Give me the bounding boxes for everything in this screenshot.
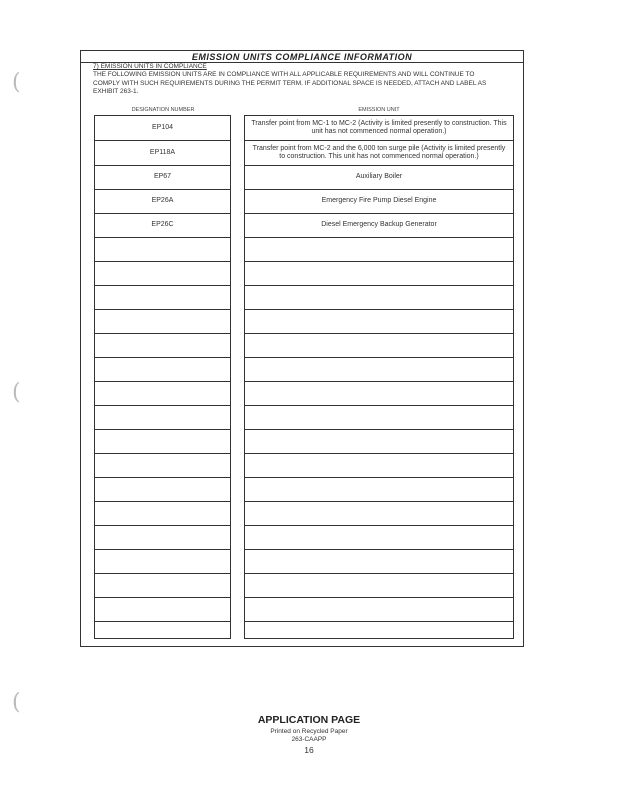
emission-unit-cell (245, 502, 513, 526)
emission-unit-cell (245, 214, 513, 238)
emission-unit-column (244, 115, 514, 639)
footer-form-code: 263-CAAPP (291, 736, 327, 743)
designation-value: EP104 (151, 123, 174, 131)
designation-cell (95, 358, 230, 382)
emission-unit-cell (245, 382, 513, 406)
page-number: 16 (304, 745, 314, 755)
emission-unit-cell (245, 262, 513, 286)
punch-hole-mark: ( (12, 380, 21, 405)
emission-unit-cell (245, 286, 513, 310)
designation-cell (95, 550, 230, 574)
emission-unit-value: Diesel Emergency Backup Generator (321, 221, 437, 229)
emission-unit-cell (245, 526, 513, 550)
designation-cell (95, 430, 230, 454)
instructions-text: THE FOLLOWING EMISSION UNITS ARE IN COMPLIANCE WITH ALL APPLICABLE REQUIREMENTS AND WILL CONTINUE TO COMPLY WITH SUCH REQUIREMENTS DURING THE PERMIT TERM. IF ADDITIONAL SPACE IS NEEDED, ATTACH AND LABEL AS EXHIBIT 263-1. (93, 71, 487, 95)
emission-unit-cell (245, 116, 513, 141)
designation-cell (95, 286, 230, 310)
designation-value: EP67 (153, 173, 172, 181)
emission-unit-cell (245, 141, 513, 166)
emission-unit-value: Emergency Fire Pump Diesel Engine (321, 197, 437, 205)
emission-unit-cell (245, 166, 513, 190)
emission-unit-cell (245, 550, 513, 574)
emission-unit-column-header: EMISSION UNIT (358, 107, 400, 113)
designation-cell (95, 454, 230, 478)
emission-unit-value: Transfer point from MC-2 and the 6,000 ton surge pile (Activity is limited presently to construction. This unit has not commenced normal operation.) (252, 144, 506, 160)
designation-cell (95, 406, 230, 430)
emission-unit-cell (245, 478, 513, 502)
emission-unit-cell (245, 622, 513, 641)
designation-cell (95, 502, 230, 526)
emission-unit-cell (245, 190, 513, 214)
designation-cell (95, 238, 230, 262)
form-title: EMISSION UNITS COMPLIANCE INFORMATION (191, 52, 413, 62)
designation-cell (95, 116, 230, 141)
designation-cell (95, 141, 230, 166)
designation-value: EP118A (149, 148, 176, 156)
designation-cell (95, 334, 230, 358)
designation-column (94, 115, 231, 639)
designation-cell (95, 214, 230, 238)
emission-unit-cell (245, 406, 513, 430)
emission-unit-cell (245, 310, 513, 334)
emission-unit-cell (245, 598, 513, 622)
emission-unit-cell (245, 454, 513, 478)
footer-printed-note: Printed on Recycled Paper (270, 728, 348, 735)
designation-cell (95, 190, 230, 214)
designation-cell (95, 166, 230, 190)
emission-unit-cell (245, 334, 513, 358)
emission-unit-cell (245, 358, 513, 382)
form-frame (80, 50, 524, 647)
section-heading: 7) EMISSION UNITS IN COMPLIANCE (93, 63, 207, 70)
designation-cell (95, 262, 230, 286)
designation-cell (95, 622, 230, 641)
emission-unit-cell (245, 430, 513, 454)
designation-cell (95, 574, 230, 598)
designation-column-header: DESIGNATION NUMBER (131, 107, 195, 113)
designation-cell (95, 382, 230, 406)
emission-unit-cell (245, 574, 513, 598)
designation-cell (95, 526, 230, 550)
designation-cell (95, 598, 230, 622)
punch-hole-mark: ( (12, 70, 21, 95)
designation-cell (95, 310, 230, 334)
emission-unit-value: Transfer point from MC-1 to MC-2 (Activity is limited presently to construction. This unit has not commenced normal operation.) (251, 119, 507, 135)
designation-cell (95, 478, 230, 502)
designation-value: EP26A (151, 197, 174, 205)
punch-hole-mark: ( (12, 690, 21, 715)
designation-value: EP26C (151, 221, 174, 229)
emission-unit-value: Auxiliary Boiler (355, 173, 403, 181)
emission-unit-cell (245, 238, 513, 262)
footer-title: APPLICATION PAGE (257, 714, 361, 726)
